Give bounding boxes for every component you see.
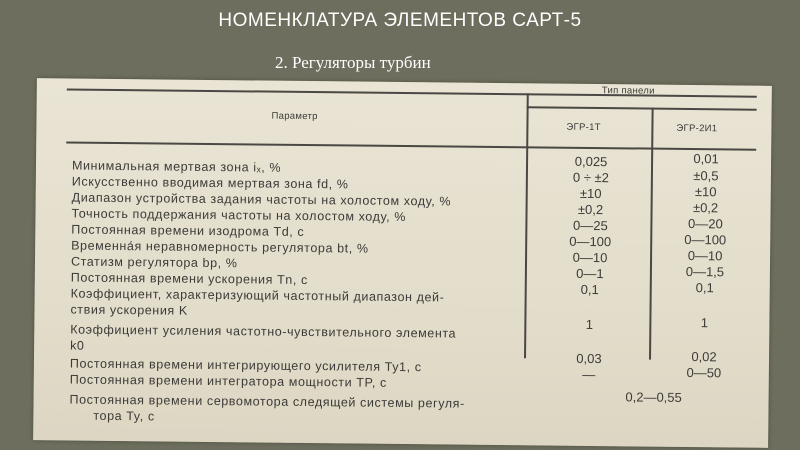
table-cell-egr1t: — — [582, 366, 596, 383]
table-row-label: Коэффициент, характеризующий частотный диапазон дей- — [70, 286, 445, 305]
table-cell-egr1t: 0,03 — [576, 350, 602, 367]
table-cell-egr2i1: ±10 — [694, 184, 717, 200]
table-cell-egr1t: 0—1 — [576, 265, 604, 282]
header-panel-type: Тип панели — [601, 85, 655, 97]
table-row-label: Искусственно вводимая мертвая зона fd, % — [71, 174, 349, 192]
table-cell-egr2i1: ±0,2 — [692, 200, 719, 216]
table-row-label: ствия ускорения K — [70, 302, 188, 318]
header-param: Параметр — [271, 110, 318, 123]
table-cell-egr2i1: ±0,5 — [693, 168, 719, 184]
table-cell-egr1t: 0,1 — [580, 281, 599, 298]
table-page — [33, 78, 772, 448]
table-cell-egr2i1: 1 — [700, 315, 709, 331]
table-cell-egr1t: 1 — [585, 316, 594, 332]
header-col1: ЭГР-1Т — [566, 121, 601, 134]
table-cell-merged: 0,2—0,55 — [625, 389, 682, 405]
table-cell-egr2i1: 0—100 — [684, 231, 727, 248]
table-cell-egr2i1: 0,1 — [695, 280, 714, 296]
table-cell-egr2i1: 0—10 — [687, 247, 723, 264]
table-cell-egr1t: 0 ÷ ±2 — [572, 169, 609, 186]
table-cell-egr2i1: 0,01 — [693, 151, 719, 167]
slide-title: НОМЕНКЛАТУРА ЭЛЕМЕНТОВ САРТ-5 — [218, 10, 582, 31]
table-cell-egr1t: ±10 — [579, 185, 602, 202]
table-cell-egr1t: 0—10 — [572, 249, 608, 266]
header-divider-left — [524, 93, 528, 358]
table-row-label: k0 — [70, 338, 85, 353]
table-row-label: тора Ty, с — [93, 408, 155, 424]
table-row-label: Постоянная времени ускорения Tn, с — [70, 270, 308, 288]
table-cell-egr2i1: 0—1,5 — [685, 263, 725, 280]
slide-subtitle: 2. Регуляторы турбин — [275, 53, 431, 72]
table-row-label: Минимальная мертвая зона iₓ, % — [71, 158, 282, 175]
table-cell-egr2i1: 0—20 — [687, 215, 723, 232]
table-cell-egr1t: 0—25 — [572, 217, 608, 234]
header-col2: ЭГР-2И1 — [676, 122, 718, 135]
table-row-label: Постоянная времени изодрома Td, с — [71, 222, 305, 239]
table-row-label: Постоянная времени интегратора мощности TP, с — [69, 372, 387, 390]
table-row-label: Коэффициент усиления частотно-чувствительного элемента — [70, 322, 457, 341]
table-row-label: Постоянная времени интегрирующего усилителя Ty1, с — [69, 356, 422, 375]
table-cell-egr2i1: 0—50 — [686, 364, 722, 381]
table-cell-egr1t: 0—100 — [569, 233, 612, 250]
panel-type-rule — [527, 106, 757, 110]
table-row-label: Статизм регулятора bp, % — [70, 254, 238, 271]
table-cell-egr1t: ±0,2 — [577, 201, 604, 218]
table-cell-egr1t: 0,025 — [574, 153, 608, 170]
table-cell-egr2i1: 0,02 — [691, 349, 717, 365]
table-row-label: Диапазон устройства задания частоты на холостом ходу, % — [71, 190, 452, 209]
table-row-label: Точность поддержания частоты на холостом ходу, % — [71, 206, 407, 225]
table-row-label: Постоянная времени сервомотора следящей системы регуля- — [69, 392, 465, 411]
table-row-label: Временна́я неравномерность регулятора bt, % — [71, 238, 369, 256]
header-divider-mid — [649, 108, 653, 360]
